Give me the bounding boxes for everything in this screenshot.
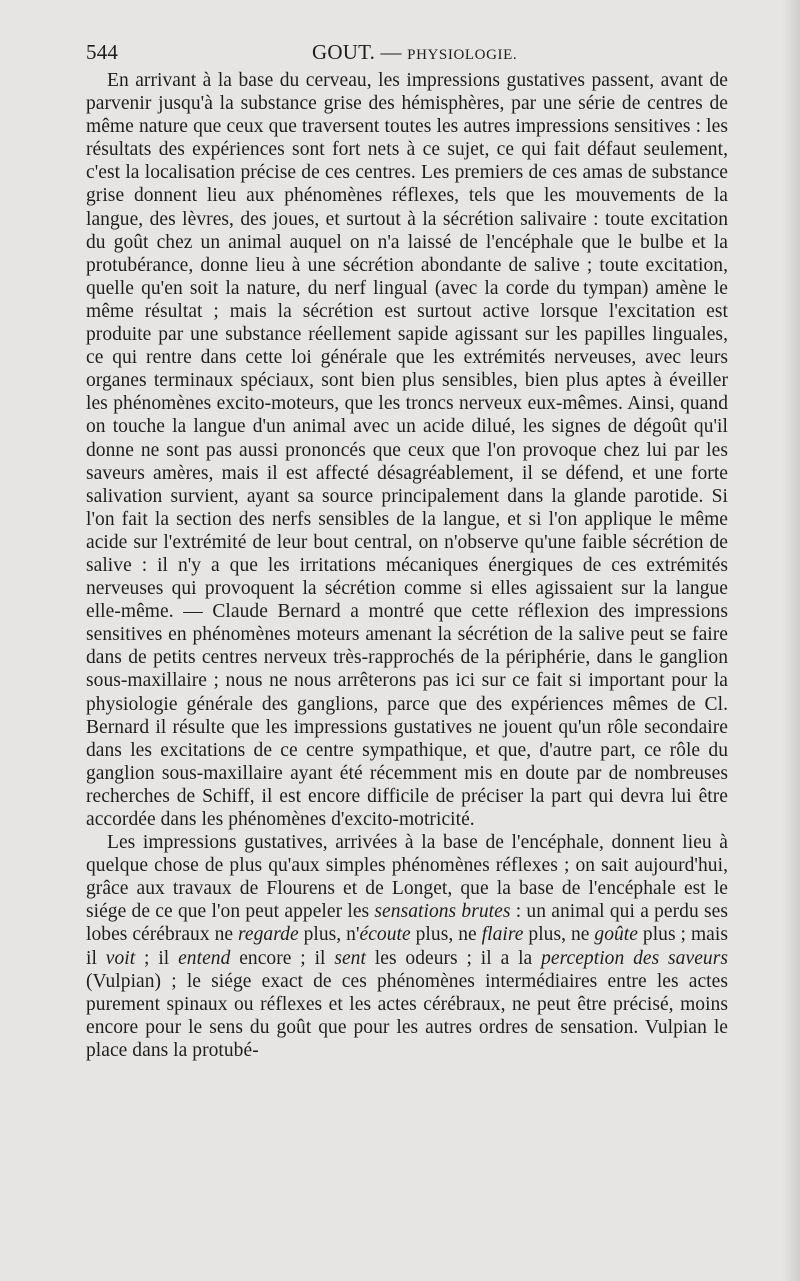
page-edge-shadow [782, 0, 800, 1281]
italic-term: flaire [481, 924, 524, 946]
text-run: plus, n' [298, 924, 360, 946]
text-run: plus, ne [523, 924, 595, 946]
text-run: (Vulpian) ; le siége exact de ces phénomènes intermédiaires entre les actes purement spinaux ou réflexes et les actes cérébraux, ne peut être précisé, moins encore pour le sens du goût que pour les autres ordres de sensation. Vulpian le place dans la protubé- [86, 970, 728, 1061]
running-title [312, 40, 517, 65]
text-run: plus, ne [410, 924, 482, 946]
italic-term: écoute [359, 924, 411, 946]
text-run: ; il [135, 947, 179, 969]
text-run: les odeurs ; il a la [365, 947, 542, 969]
text-run: plus ; mais il [86, 924, 728, 969]
running-header [86, 40, 726, 70]
running-title-dash: — [380, 40, 402, 64]
italic-term: sensations brutes [374, 901, 511, 923]
italic-term: voit [105, 947, 136, 969]
paragraph [86, 69, 728, 831]
italic-term: goûte [594, 924, 638, 946]
body-text [86, 69, 728, 1062]
italic-term: sent [334, 947, 366, 969]
italic-term: perception des saveurs [541, 947, 728, 969]
italic-term: entend [178, 947, 231, 969]
italic-term: regarde [238, 924, 299, 946]
text-run: : un animal qui a perdu ses lobes cérébraux ne [86, 901, 729, 946]
text-run: Les impressions gustatives, arrivées à la base de l'encéphale, donnent lieu à quelque chose de plus qu'aux simples phénomènes réflexes ; on sait aujourd'hui, grâce aux travaux de Flourens et de Longet, que la base de l'encéphale est le siége de ce que l'on peut appeler les [86, 832, 728, 923]
text-run: En arrivant à la base du cerveau, les impressions gustatives passent, avant de parvenir jusqu'à la substance grise des hémisphères, par une série de centres de même nature que ceux que traversent toutes les autres impressions sensitives : les résultats des expériences sont fort nets à ce sujet, ce qui fait défaut seulement, c'est la localisation précise de ces centres. Les premiers de ces amas de substance grise donnent lieu aux phénomènes réflexes, tels que les mouvements de la langue, des lèvres, des joues, et surtout à la sécrétion salivaire : toute excitation du goût chez un animal auquel on n'a laissé de l'encéphale que le bulbe et la protubérance, donne lieu à une sécrétion abondante de salive ; toute excitation, quelle qu'en soit la nature, du nerf lingual (avec la corde du tympan) amène le même résultat ; mais la sécrétion est surtout active lorsque l'excitation est produite par une substance réellement sapide agissant sur les papilles linguales, ce qui rentre dans cette loi générale que les extrémités nerveuses, avec leurs organes terminaux spéciaux, sont bien plus sensibles, bien plus aptes à éveiller les phénomènes excito-moteurs, que les troncs nerveux eux-mêmes. Ainsi, quand on touche la langue d'un animal avec un acide dilué, les signes de dégoût qu'il donne ne sont pas aussi prononcés que ceux que l'on provoque chez lui par les saveurs amères, mais il est affecté désagréablement, il se défend, et une forte salivation survient, ayant sa source principalement dans la glande parotide. Si l'on fait la section des nerfs sensibles de la langue, et si l'on applique le même acide sur l'extrémité de leur bout central, on n'observe qu'une faible sécrétion de salive : il n'y a que les irritations mécaniques énergiques de ces extrémités nerveuses qui provoquent la sécrétion comme si elles agissaient sur la langue elle-même. — Claude Bernard a montré que cette réflexion des impressions sensitives en phénomènes moteurs amenant la sécrétion de la salive peut se faire dans de petits centres nerveux très-rapprochés de la périphérie, dans le ganglion sous-maxillaire ; nous ne nous arrêterons pas ici sur ce fait si important pour la physiologie générale des ganglions, parce que des expériences mêmes de Cl. Bernard il résulte que les impressions gustatives ne jouent qu'un rôle secondaire dans les excitations de ce centre sympathique, et que, d'autre part, ce rôle du ganglion sous-maxillaire ayant été récemment mis en doute par de nombreuses recherches de Schiff, il est encore difficile de préciser la part qui devra lui être accordée dans les phénomènes d'excito-motricité. [86, 70, 728, 830]
paragraph [86, 831, 728, 1062]
running-title-main: GOUT. [312, 40, 376, 64]
text-run: encore ; il [230, 947, 335, 969]
running-title-section: PHYSIOLOGIE. [407, 47, 518, 63]
page-number: 544 [86, 40, 119, 64]
